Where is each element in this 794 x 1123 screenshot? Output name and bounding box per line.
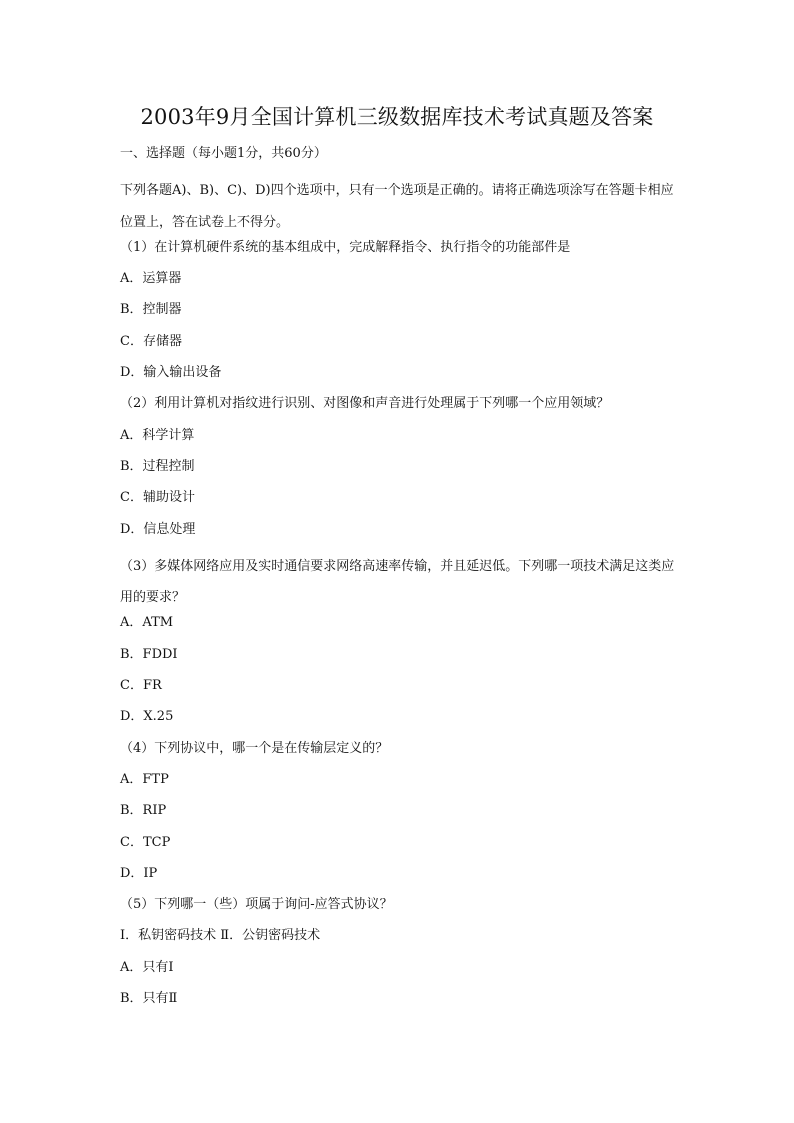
question-1-option-c: C．存储器: [120, 333, 182, 349]
question-2-option-c: C．辅助设计: [120, 490, 195, 506]
question-2-option-b: B．过程控制: [120, 458, 195, 474]
question-3-option-c: C．FR: [120, 678, 162, 694]
document-body: [120, 144, 680, 1020]
question-5-items: Ⅰ．私钥密码技术 Ⅱ．公钥密码技术: [120, 928, 321, 944]
instructions-paragraph: 下列各题A)、B)、C)、D)四个选项中，只有一个选项是正确的。请将正确选项涂写在答题卡相应位置上，答在试卷上不得分。: [120, 183, 674, 230]
question-4: （4）下列协议中，哪一个是在传输层定义的？: [120, 740, 389, 756]
question-4-option-a: A．FTP: [120, 771, 169, 787]
question-3-option-a: A．ATM: [120, 615, 174, 631]
question-3-option-d: D．X.25: [120, 709, 174, 725]
question-3-option-b: B．FDDI: [120, 646, 178, 662]
question-4-option-c: C．TCP: [120, 834, 171, 850]
question-2: （2）利用计算机对指纹进行识别、对图像和声音进行处理属于下列哪一个应用领域？: [120, 396, 610, 412]
question-5-option-b: B．只有Ⅱ: [120, 991, 178, 1007]
question-1-option-b: B．控制器: [120, 302, 182, 318]
question-1: （1）在计算机硬件系统的基本组成中，完成解释指令、执行指令的功能部件是: [120, 239, 571, 255]
section-heading: 一、选择题（每小题1分，共60分）: [120, 146, 327, 161]
question-5: （5）下列哪一（些）项属于询问-应答式协议？: [120, 897, 393, 913]
question-2-option-d: D．信息处理: [120, 521, 196, 537]
document-title: 2003年9月全国计算机三级数据库技术考试真题及答案: [140, 105, 654, 129]
question-4-option-d: D．IP: [120, 865, 158, 881]
question-3: （3）多媒体网络应用及实时通信要求网络高速率传输，并且延迟低。下列哪一项技术满足这类应用的要求？: [120, 558, 675, 606]
question-2-option-a: A．科学计算: [120, 427, 195, 443]
question-1-option-a: A．运算器: [120, 271, 182, 287]
question-5-option-a: A．只有Ⅰ: [120, 959, 174, 975]
question-1-option-d: D．输入输出设备: [120, 365, 222, 381]
question-4-option-b: B．RIP: [120, 803, 167, 819]
